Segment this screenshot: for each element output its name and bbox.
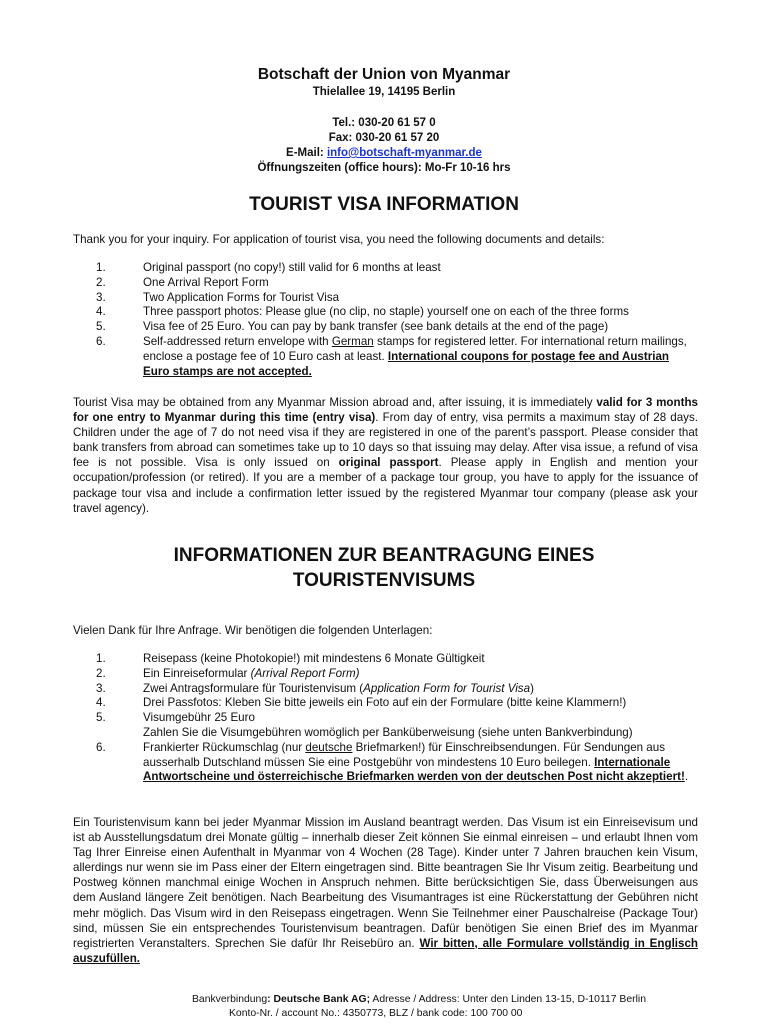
list-item: [73, 305, 698, 320]
list-item: [73, 741, 698, 785]
office-hours: Öffnungszeiten (office hours): Mo-Fr 10-16 hrs: [257, 162, 511, 174]
embassy-email-line: [0, 147, 768, 159]
embassy-tel: Tel.: 030-20 61 57 0: [332, 117, 436, 129]
item-number: 4.: [96, 305, 106, 319]
german-visa-paragraph: Ein Touristenvisum kann bei jeder Myanmar Mission im Ausland beantragt werden. Das Visum ist ein Einreisevisum und ist ab Ausstellungsdatum drei Monate gültig – innerhalb dieser Zeit können Sie einmal einreisen – und erlaubt Ihnen vom Tag Ihrer Einreise einen Aufenthalt in Myanmar von 4 Wochen (28 Tage). Kinder unter 7 Jahren brauchen kein Visum, allerdings nur wenn sie im Pass einer der Eltern eingetragen sind. Bitte beantragen Sie Ihr Visum zeitig. Bearbeitung und Postweg können manchmal einige Wochen in Anspruch nehmen. Bitte berücksichtigen Sie, dass Überweisungen aus dem Ausland längere Zeit benötigen. Nach Bearbeitung des Visumantrages ist eine Rückerstattung der Gebühren nicht mehr möglich. Das Visum wird in den Reisepass eingetragen. Wenn Sie Teilnehmer einer Pauschalreise (Package Tour) sind, müssen Sie ein entsprechendes Touristenvisum beantragen. Dafür benötigen Sie einen Brief des im Myanmar registrierten Veranstalters. Sprechen Sie dafür Ihr Reisebüro an. Wir bitten, alle Formulare vollständig in Englisch auszufüllen.: [73, 816, 698, 965]
item-number: 4.: [96, 696, 106, 710]
item-number: 6.: [96, 334, 106, 348]
german-intro: Vielen Dank für Ihre Anfrage. Wir benötigen die folgenden Unterlagen:: [73, 624, 433, 637]
item-text: Drei Passfotos: Kleben Sie bitte jeweils ein Foto auf ein der Formulare (bitte keine Klammern!): [143, 696, 627, 710]
email-link[interactable]: info@botschaft-myanmar.de: [326, 147, 482, 159]
item-number: 2.: [96, 666, 106, 680]
list-item: [73, 667, 698, 682]
english-visa-paragraph: Tourist Visa may be obtained from any Myanmar Mission abroad and, after issuing, it is immediately valid for 3 months for one entry to Myanmar during this time (entry visa). From day of entry, visa permits a maximum stay of 28 days. Children under the age of 7 do not need visa if they are registered in one of the parent’s passport. Please consider that bank transfers from abroad can sometimes take up to 10 days so that issuing may delay. After visa issue, a refund of visa fee is not possible. Visa is only issued on original passport. Please apply in English and mention your occupation/profession (or retired). If you are a member of a package tour group, you have to apply for the issuance of package tour visa and include a confirmation letter issued by the registered Myanmar tour company (please ask your travel agency).: [73, 396, 698, 515]
item-number: 6.: [96, 740, 106, 754]
item-text: Self-addressed return envelope with German stamps for registered letter. For international return mailings, enclose a postage fee of 10 Euro cash at least. International coupons for postage fee and Austrian Euro stamps are not accepted.: [143, 334, 687, 378]
german-title-line1: INFORMATIONEN ZUR BEANTRAGUNG EINES: [173, 545, 595, 566]
item-number: 1.: [96, 261, 106, 274]
list-item: [73, 335, 698, 379]
english-document-list: [73, 261, 698, 379]
item-text: Frankierter Rückumschlag (nur deutsche Briefmarken!) für Einschreibsendungen. Für Sendungen aus ausserhalb Dutschland müssen Sie eine Postgebühr von mindestens 10 Euro beilegen. Internationale Antwortscheine und österreichische Briefmarken werden von der deutschen Post nicht akzeptiert!.: [143, 740, 689, 784]
german-title-line2: TOURISTENVISUMS: [292, 570, 476, 591]
item-text: One Arrival Report Form: [143, 275, 269, 289]
item-number: 3.: [96, 681, 106, 695]
item-text: Visa fee of 25 Euro. You can pay by bank transfer (see bank details at the end of the page): [143, 320, 609, 334]
english-intro: Thank you for your inquiry. For application of tourist visa, you need the following documents and details:: [73, 233, 605, 246]
list-item: [73, 276, 698, 291]
list-item: [73, 320, 698, 335]
item-number: 3.: [96, 290, 106, 304]
list-item: [73, 291, 698, 306]
german-document-list: [73, 652, 698, 785]
item-text: Reisepass (keine Photokopie!) mit mindestens 6 Monate Gültigkeit: [143, 652, 485, 665]
item-number: 2.: [96, 275, 106, 289]
list-item: [73, 682, 698, 697]
list-item: [73, 652, 698, 667]
embassy-fax: Fax: 030-20 61 57 20: [328, 132, 440, 144]
bank-details-line2: Konto-Nr. / account No.: 4350773, BLZ / bank code: 100 700 00: [229, 1008, 523, 1019]
item-text: Three passport photos: Please glue (no clip, no staple) yourself one on each of the three forms: [143, 305, 629, 319]
list-item: [73, 261, 698, 276]
item-number: 5.: [96, 711, 106, 725]
item-text: Ein Einreiseformular (Arrival Report Form): [143, 666, 360, 680]
item-text: Original passport (no copy!) still valid for 6 months at least: [143, 261, 441, 274]
english-title: TOURIST VISA INFORMATION: [249, 194, 519, 215]
item-text: Visumgebühr 25 Euro Zahlen Sie die Visumgebühren womöglich per Banküberweisung (siehe unten Bankverbindung): [143, 711, 633, 739]
list-item: [73, 696, 698, 711]
list-item: [73, 711, 698, 741]
item-text: Two Application Forms for Tourist Visa: [143, 290, 340, 304]
item-number: 1.: [96, 652, 106, 665]
item-number: 5.: [96, 320, 106, 334]
embassy-address: Thielallee 19, 14195 Berlin: [312, 86, 456, 98]
item-text: Zwei Antragsformulare für Touristenvisum (Application Form for Tourist Visa): [143, 681, 534, 695]
email-label: E-Mail:: [286, 147, 327, 159]
embassy-name: Botschaft der Union von Myanmar: [257, 66, 511, 83]
bank-details-line1: Bankverbindung: Deutsche Bank AG; Adresse / Address: Unter den Linden 13-15, D-10117 Berlin: [192, 994, 646, 1005]
